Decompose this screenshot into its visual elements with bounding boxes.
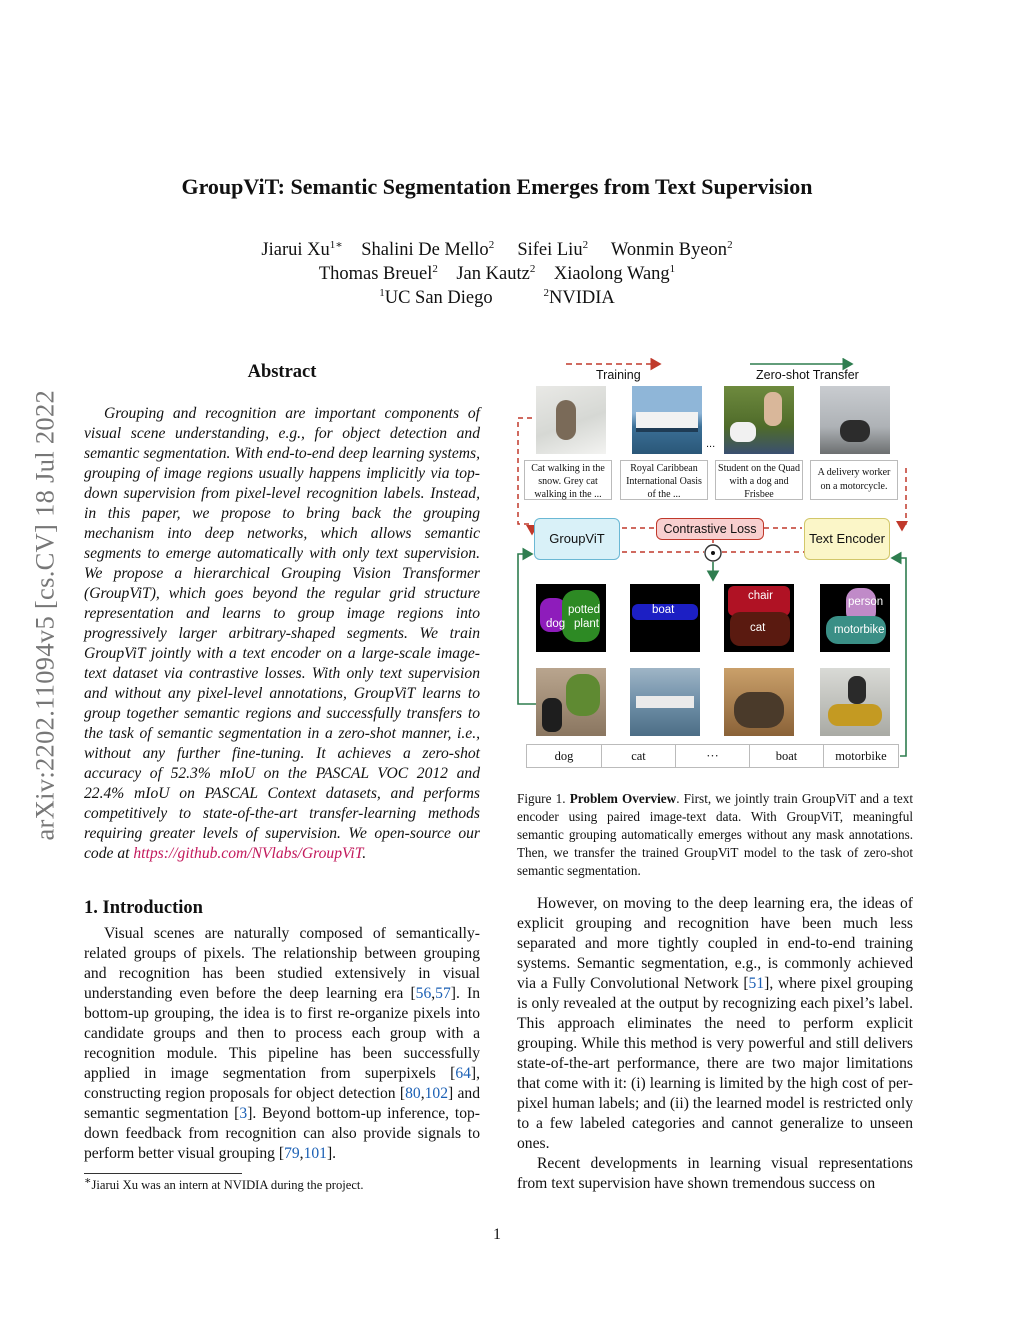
more-images-ellipsis: ... (706, 438, 716, 450)
github-link[interactable]: https://github.com/NVlabs/GroupViT (133, 845, 363, 862)
section-heading-introduction: 1. Introduction (84, 898, 203, 918)
abstract-body: Grouping and recognition are important components of visual scene understanding, e.g., for object detection and semantic segmentation. With end-to-end deep learning systems, grouping of image regions usually happens implicitly via top-down supervision from pixel-level recognition labels. Instead, in this paper, we propose to bring back the grouping mechanism into deep networks, which allows semantic segments to emerge automatically with only text supervision. We propose a hierarchical Grouping Vision Transformer (GroupViT), which goes beyond the regular grid structure representation and learns to group image regions into progressively larger arbitrary-shaped segments. We train GroupViT jointly with a text encoder on a large-scale image-text dataset via contrastive losses. With only text supervision and without any pixel-level annotations, GroupViT learns to group together semantic regions and successfully transfers to the task of semantic segmentation in a zero-shot manner, i.e., without any further fine-tuning. It achieves a zero-shot accuracy of 52.3% mIoU on the PASCAL VOC 2012 and 22.4% mIoU on PASCAL Context datasets, and performs competitively to state-of-the-art transfer-learning methods requiring greater levels of supervision. We open-source our code at https://github.com/NVlabs/GroupViT. (84, 405, 480, 862)
seg-label: cat (750, 622, 766, 634)
author: Thomas Breuel$^2$ (318, 262, 438, 284)
image-cat-chair (724, 668, 794, 736)
image-dog-plant (536, 668, 606, 736)
page-number: 1 (493, 1226, 501, 1243)
abstract-heading: Abstract (247, 362, 317, 382)
paper-title: GroupViT: Semantic Segmentation Emerges from Text Supervision (181, 174, 813, 199)
affiliation: $^2$NVIDIA (543, 286, 615, 308)
segmentation-boat (630, 584, 700, 652)
citation-link[interactable]: 101 (303, 1145, 327, 1162)
segmentation-person-motorbike (820, 584, 890, 652)
paragraph: However, on moving to the deep learning era, the ideas of explicit grouping and recognition have been much less separated and more tightly coupled in end-to-end training systems. Semantic segmentation, e.g., is commonly achieved via a Fully Convolutional Network [51], where pixel grouping is only revealed at the output by recognizing each pixel’s label. This approach eliminates the need to perform explicit grouping. While this method is very powerful and still delivers state-of-the-art performance, there are two major limitations that come with it: (i) learning is limited by the high cost of per-pixel human labels; and (ii) the learned model is restricted only to a few labeled categories and cannot generalize to unseen ones. (517, 895, 913, 1152)
author: Jan Kautz$^2$ (456, 262, 536, 284)
training-label: Training (596, 368, 641, 382)
right-column-text (517, 894, 913, 1194)
footnote-divider (84, 1173, 242, 1174)
segmentation-chair-cat (724, 584, 794, 652)
image-delivery-worker (820, 386, 890, 454)
footnote: ∗Jiarui Xu was an intern at NVIDIA during the project. (84, 1174, 364, 1192)
figure-caption: Figure 1. Problem Overview. First, we jointly train GroupViT and a text encoder using paired image-text data. With GroupViT, meaningful semantic grouping automatically emerges without any mask annotations. Then, we transfer the trained GroupViT model to the task of zero-shot semantic segmentation. (517, 791, 914, 878)
citation-link[interactable]: 102 (424, 1085, 448, 1102)
training-path-right (902, 468, 906, 530)
paragraph: Recent developments in learning visual representations from text supervision have shown tremendous success on (517, 1155, 913, 1192)
contrastive-loss-box: Contrastive Loss (656, 518, 764, 540)
citation-link[interactable]: 79 (284, 1145, 300, 1162)
segmentation-dog-plant (536, 584, 606, 652)
author: Jiarui $Xu^{1∗}$ (261, 238, 343, 260)
groupvit-box: GroupViT (534, 518, 620, 560)
figure-problem-overview (510, 358, 920, 778)
author: Wonmin Byeon$^2$ (610, 238, 733, 260)
introduction-paragraph: Visual scenes are naturally composed of semantically-related groups of pixels. The relationship between grouping and recognition has been studied extensively in visual understanding even before the deep learning era [56,57]. In bottom-up grouping, the idea is to first re-organize pixels into candidate groups and then to process each group with a recognition module. This pipeline has been successfully applied in image segmentation from superpixels [64], constructing region proposals for object detection [80,102] and semantic segmentation [3]. Beyond bottom-up inference, top-down feedback from recognition can also provide signals to perform better visual grouping [79,101]. (84, 925, 481, 1162)
author: Xiaolong Wang$^1$ (553, 262, 676, 284)
image-motorbike (820, 668, 890, 736)
citation-link[interactable]: 3 (239, 1105, 248, 1122)
caption-cat: Cat walking in the snow. Grey cat walking in the ... (524, 460, 612, 500)
citation-link[interactable]: 56 (415, 985, 432, 1002)
class-label: boat (749, 744, 824, 768)
affiliation: $^1$UC San Diego (379, 286, 493, 308)
caption-delivery: A delivery worker on a motorcycle. (810, 460, 898, 500)
class-label: dog (526, 744, 602, 768)
citation-link[interactable]: 57 (435, 985, 451, 1002)
seg-label: boat (652, 604, 675, 616)
author: Shalini De Mello$^2$ (361, 238, 495, 260)
text-encoder-box: Text Encoder (804, 518, 890, 560)
seg-label: potted (568, 604, 600, 616)
affiliations (0, 288, 994, 309)
caption-cruise: Royal Caribbean International Oasis of the ... (620, 460, 708, 500)
citation-link[interactable]: 80 (405, 1085, 421, 1102)
class-label: ··· (675, 744, 750, 768)
author-line-1 (0, 240, 994, 261)
seg-label: motorbike (834, 624, 885, 636)
arxiv-identifier: arXiv:2202.11094v5 [cs.CV] 18 Jul 2022 (29, 389, 60, 841)
seg-label: plant (574, 618, 599, 630)
class-label: cat (601, 744, 676, 768)
author-line-2 (0, 264, 994, 285)
citation-link[interactable]: 64 (455, 1065, 471, 1082)
image-cat-snow (536, 386, 606, 454)
seg-label: person (848, 596, 884, 608)
seg-label: dog (546, 618, 566, 630)
image-student-dog (724, 386, 794, 454)
citation-link[interactable]: 51 (748, 975, 765, 992)
caption-student: Student on the Quad with a dog and Frisbee (715, 460, 803, 500)
zero-shot-path-right (892, 558, 906, 756)
zero-shot-label: Zero-shot Transfer (756, 368, 859, 382)
dot-product-operator (711, 551, 715, 555)
author: Sifei Liu$^2$ (517, 238, 589, 260)
image-boat (630, 668, 700, 736)
image-cruise-ship (632, 386, 702, 454)
seg-label: chair (748, 590, 773, 602)
class-label: motorbike (823, 744, 899, 768)
